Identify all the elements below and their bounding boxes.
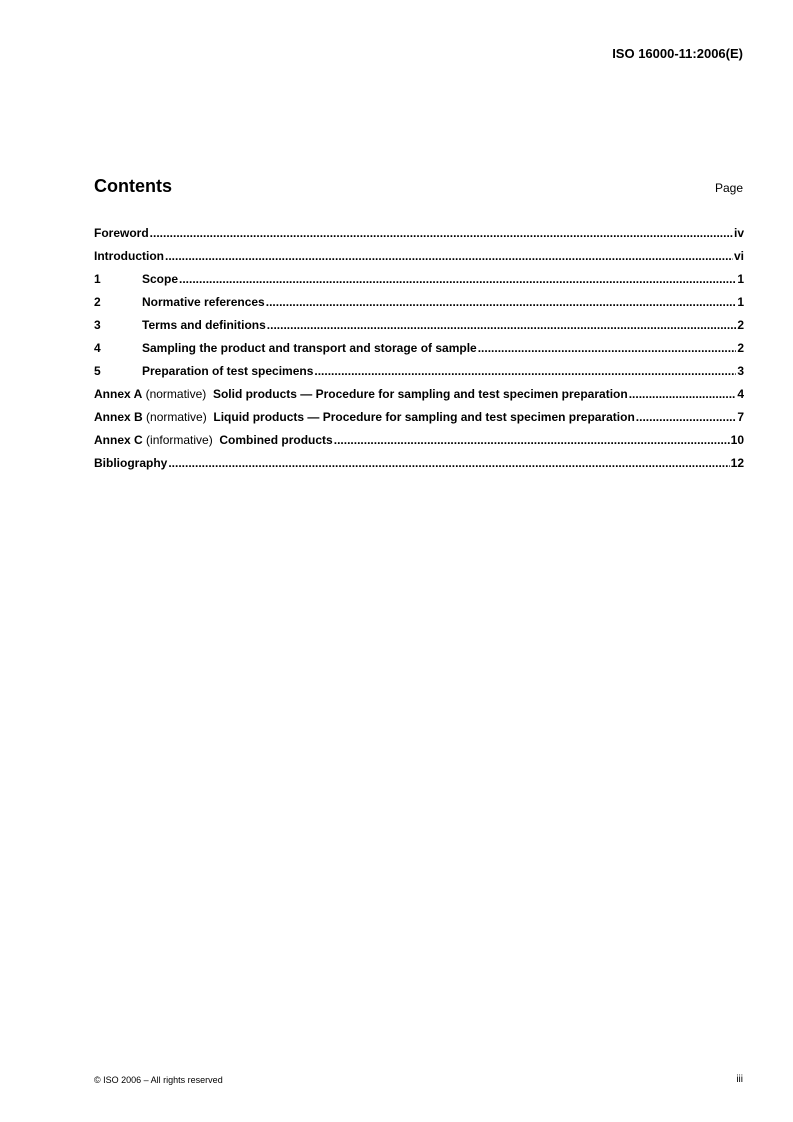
toc-entry-title: Introduction [94, 249, 164, 263]
toc-entry-title: Liquid products — Procedure for sampling and test specimen preparation [213, 410, 635, 424]
toc-annex-prefix: Annex C [94, 433, 143, 447]
toc-entry-title: Foreword [94, 226, 149, 240]
toc-entry-page: 1 [737, 295, 744, 309]
copyright-notice: © ISO 2006 – All rights reserved [94, 1075, 223, 1085]
toc-dot-leader [150, 226, 733, 240]
toc-dot-leader [179, 272, 736, 286]
toc-entry-number: 4 [94, 341, 101, 355]
toc-entry-title: Solid products — Procedure for sampling and test specimen preparation [212, 387, 628, 401]
toc-entry-preparation[interactable] [94, 364, 744, 387]
toc-annex-prefix: Annex B [94, 410, 143, 424]
toc-entry-title: Preparation of test specimens [142, 364, 314, 378]
toc-entry-page: 4 [737, 387, 744, 401]
contents-heading: Contents [94, 176, 172, 196]
toc-entry-page: 7 [737, 410, 744, 424]
toc-entry-title: Normative references [142, 295, 265, 309]
toc-entry-title: Scope [142, 272, 179, 286]
toc-dot-leader [165, 249, 733, 263]
toc-annex-type: (normative) [145, 387, 207, 401]
toc-annex-type: (normative) [146, 410, 207, 424]
toc-annex-prefix: Annex A [94, 387, 143, 401]
toc-dot-leader [629, 387, 737, 401]
toc-entry-annex-a[interactable] [94, 387, 744, 410]
toc-dot-leader [266, 295, 737, 309]
toc-dot-leader [478, 341, 737, 355]
toc-entry-page: 2 [737, 341, 744, 355]
toc-entry-number: 1 [94, 272, 101, 286]
toc-dot-leader [334, 433, 730, 447]
toc-entry-page: 12 [730, 456, 744, 470]
table-of-contents [94, 226, 744, 479]
toc-entry-introduction[interactable] [94, 249, 744, 272]
toc-entry-title: Combined products [219, 433, 333, 447]
toc-entry-title: Terms and definitions [142, 318, 266, 332]
toc-entry-foreword[interactable] [94, 226, 744, 249]
toc-dot-leader [636, 410, 737, 424]
toc-entry-sampling[interactable] [94, 341, 744, 364]
toc-entry-page: 1 [737, 272, 744, 286]
toc-dot-leader [168, 456, 729, 470]
toc-entry-page: vi [733, 249, 744, 263]
toc-entry-page: 3 [737, 364, 744, 378]
toc-entry-page: iv [733, 226, 744, 240]
toc-entry-number: 3 [94, 318, 101, 332]
toc-entry-title: Sampling the product and transport and storage of sample [142, 341, 477, 355]
toc-entry-annex-c[interactable] [94, 433, 744, 456]
toc-entry-scope[interactable] [94, 272, 744, 295]
toc-annex-type: (informative) [146, 433, 213, 447]
page-number: iii [736, 1074, 743, 1085]
toc-dot-leader [314, 364, 736, 378]
page-column-label: Page [714, 181, 743, 195]
toc-entry-normative-references[interactable] [94, 295, 744, 318]
toc-entry-number: 2 [94, 295, 101, 309]
toc-entry-bibliography[interactable] [94, 456, 744, 479]
toc-entry-title: Bibliography [94, 456, 168, 470]
toc-entry-terms-and-definitions[interactable] [94, 318, 744, 341]
toc-entry-annex-b[interactable] [94, 410, 744, 433]
toc-entry-page: 10 [730, 433, 744, 447]
toc-dot-leader [267, 318, 737, 332]
document-identifier: ISO 16000-11:2006(E) [612, 46, 743, 61]
toc-entry-number: 5 [94, 364, 101, 378]
toc-entry-page: 2 [737, 318, 744, 332]
